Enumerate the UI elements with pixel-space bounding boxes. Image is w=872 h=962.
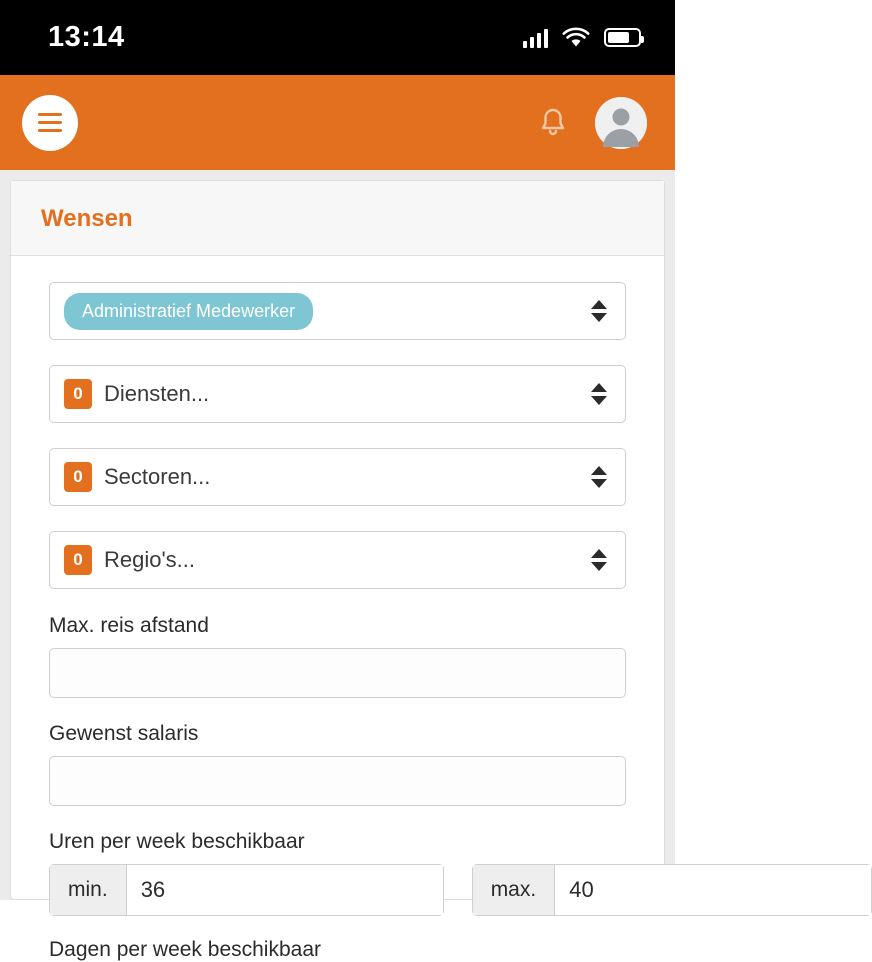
- wifi-icon: [562, 28, 590, 48]
- sectoren-label: Sectoren...: [104, 464, 211, 489]
- status-bar: [0, 0, 675, 75]
- battery-icon: [604, 28, 641, 47]
- chevron-updown-icon: [591, 383, 607, 405]
- page-title: Wensen: [41, 205, 133, 232]
- hours-max-input[interactable]: [555, 865, 871, 915]
- status-bar-icons: [523, 28, 641, 48]
- chevron-updown-icon: [591, 300, 607, 322]
- bell-icon[interactable]: [539, 107, 567, 139]
- hours-label: Uren per week beschikbaar: [49, 830, 305, 853]
- diensten-label: Diensten...: [104, 381, 210, 406]
- hours-min-addon: min.: [50, 865, 127, 915]
- wensen-card: [10, 180, 665, 961]
- hours-min-group: [49, 864, 444, 916]
- job-function-select[interactable]: [49, 282, 626, 340]
- distance-label: Max. reis afstand: [49, 614, 209, 637]
- app-header: [0, 75, 675, 170]
- status-bar-time: 13:14: [48, 21, 125, 53]
- regios-label: Regio's...: [104, 547, 196, 572]
- cellular-signal-icon: [523, 28, 548, 48]
- header-actions: [539, 97, 647, 149]
- days-label: Dagen per week beschikbaar: [49, 938, 321, 961]
- page-body: [0, 170, 675, 961]
- hours-max-group: [472, 864, 872, 916]
- user-avatar-icon[interactable]: [595, 97, 647, 149]
- regios-count-badge: 0: [64, 545, 92, 575]
- hours-max-addon: max.: [473, 865, 556, 915]
- hours-min-input[interactable]: [127, 865, 443, 915]
- regios-select[interactable]: [49, 531, 626, 589]
- diensten-select[interactable]: [49, 365, 626, 423]
- hamburger-menu-icon[interactable]: [22, 95, 78, 151]
- chevron-updown-icon: [591, 466, 607, 488]
- selected-job-chip[interactable]: Administratief Medewerker: [64, 293, 313, 330]
- card-body: [11, 256, 664, 962]
- salary-input[interactable]: [49, 756, 626, 806]
- chevron-updown-icon: [591, 549, 607, 571]
- card-header: [11, 181, 664, 256]
- sectoren-count-badge: 0: [64, 462, 92, 492]
- hours-range-row: [49, 864, 626, 916]
- diensten-count-badge: 0: [64, 379, 92, 409]
- distance-input[interactable]: [49, 648, 626, 698]
- salary-label: Gewenst salaris: [49, 722, 199, 745]
- sectoren-select[interactable]: [49, 448, 626, 506]
